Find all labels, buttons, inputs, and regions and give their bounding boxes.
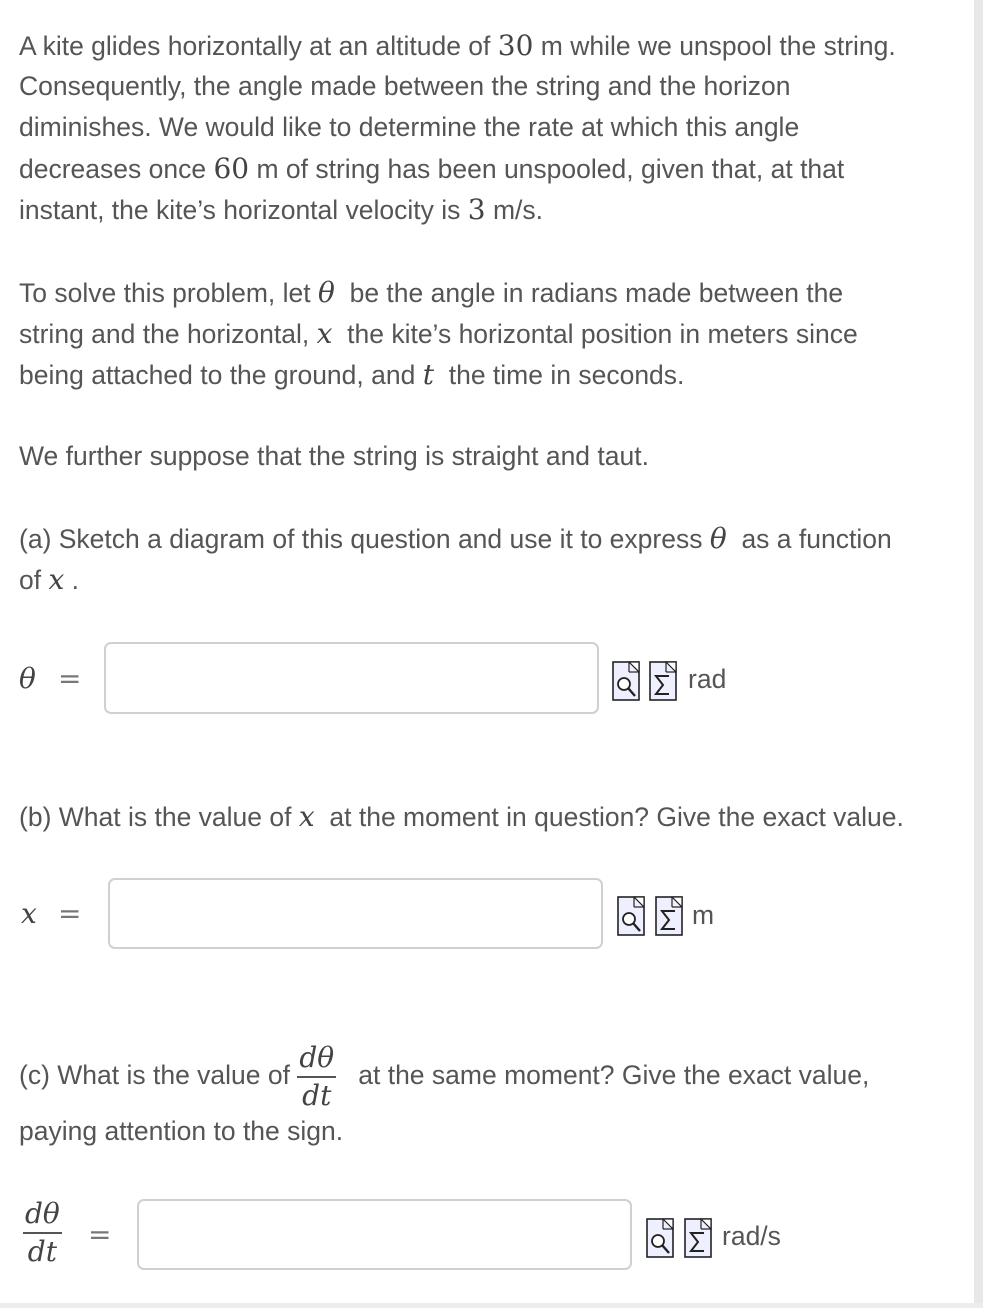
preview-icon[interactable] <box>646 1218 674 1258</box>
intro-text: m/s. <box>485 195 544 225</box>
setup-text: being attached to the ground, and <box>19 360 423 390</box>
intro-text: diminishes. We would like to determine the rate at which this angle <box>19 112 800 142</box>
part-b-question <box>19 796 979 837</box>
intro-text: A kite glides horizontally at an altitude of <box>19 31 498 61</box>
assumption-line: We further suppose that the string is straight and taut. <box>19 441 649 471</box>
intro-text: m while we unspool the string. <box>533 31 896 61</box>
x-symbol: x <box>316 317 333 350</box>
part-a-answer-input[interactable] <box>104 642 599 714</box>
bottom-border <box>0 1303 983 1308</box>
equals-sign: = <box>88 1218 112 1251</box>
altitude-value: 30 <box>497 29 534 62</box>
setup-text: string and the horizontal, <box>19 319 317 349</box>
part-a-lhs: θ <box>19 662 36 695</box>
part-a-text: of <box>19 565 49 595</box>
part-c-answer-input[interactable] <box>137 1199 632 1270</box>
intro-text: decreases once <box>19 154 214 184</box>
part-c-text: at the same moment? Give the exact value, <box>350 1060 870 1090</box>
assumption-text <box>19 436 979 477</box>
part-c-text: (c) What is the value of <box>19 1060 298 1090</box>
preview-icon[interactable] <box>617 896 645 936</box>
theta-symbol: θ <box>318 276 335 309</box>
theta-symbol: θ <box>709 522 727 555</box>
part-a-text: . <box>64 565 79 595</box>
part-b-text: (b) What is the value of <box>19 802 299 832</box>
part-a-question <box>19 518 979 600</box>
part-c-lhs <box>23 1196 62 1270</box>
intro-text: Consequently, the angle made between the string and the horizon <box>19 71 791 101</box>
preview-icon[interactable] <box>612 661 640 701</box>
part-b-text: at the moment in question? Give the exact value. <box>322 802 904 832</box>
part-a-unit: rad <box>688 664 727 694</box>
setup-text: the kite’s horizontal position in meters since <box>339 319 858 349</box>
part-b-lhs: x <box>21 897 37 930</box>
fraction-denominator: dt <box>302 1079 332 1112</box>
part-c-text: paying attention to the sign. <box>19 1116 344 1146</box>
velocity-value: 3 <box>467 193 486 226</box>
equation-editor-icon[interactable] <box>655 896 683 936</box>
part-c-unit: rad/s <box>722 1221 781 1251</box>
equation-editor-icon[interactable] <box>684 1218 712 1258</box>
fraction-denominator: dt <box>27 1235 57 1268</box>
x-symbol: x <box>298 800 315 833</box>
fraction-numerator: dθ <box>23 1196 62 1234</box>
intro-text: m of string has been unspooled, given that, at that <box>249 154 845 184</box>
setup-text: the time in seconds. <box>441 360 685 390</box>
part-c-question-line2 <box>19 1111 979 1152</box>
part-b-answer-input[interactable] <box>108 878 603 949</box>
problem-setup <box>19 272 979 395</box>
part-c-question <box>19 1033 979 1117</box>
x-symbol: x <box>48 563 65 596</box>
setup-text: To solve this problem, let <box>19 278 318 308</box>
equation-editor-icon[interactable] <box>649 661 677 701</box>
intro-text: instant, the kite’s horizontal velocity is <box>19 195 468 225</box>
problem-intro <box>19 25 979 230</box>
dtheta-dt-fraction <box>297 1040 336 1114</box>
part-a-text: (a) Sketch a diagram of this question and use it to express <box>19 524 710 554</box>
t-symbol: t <box>422 358 434 391</box>
fraction-numerator: dθ <box>297 1040 336 1078</box>
part-b-unit: m <box>692 900 715 930</box>
string-length-value: 60 <box>213 152 250 185</box>
equals-sign: = <box>58 897 82 930</box>
equals-sign: = <box>58 662 82 695</box>
part-a-text: as a function <box>734 524 892 554</box>
setup-text: be the angle in radians made between the <box>342 278 844 308</box>
